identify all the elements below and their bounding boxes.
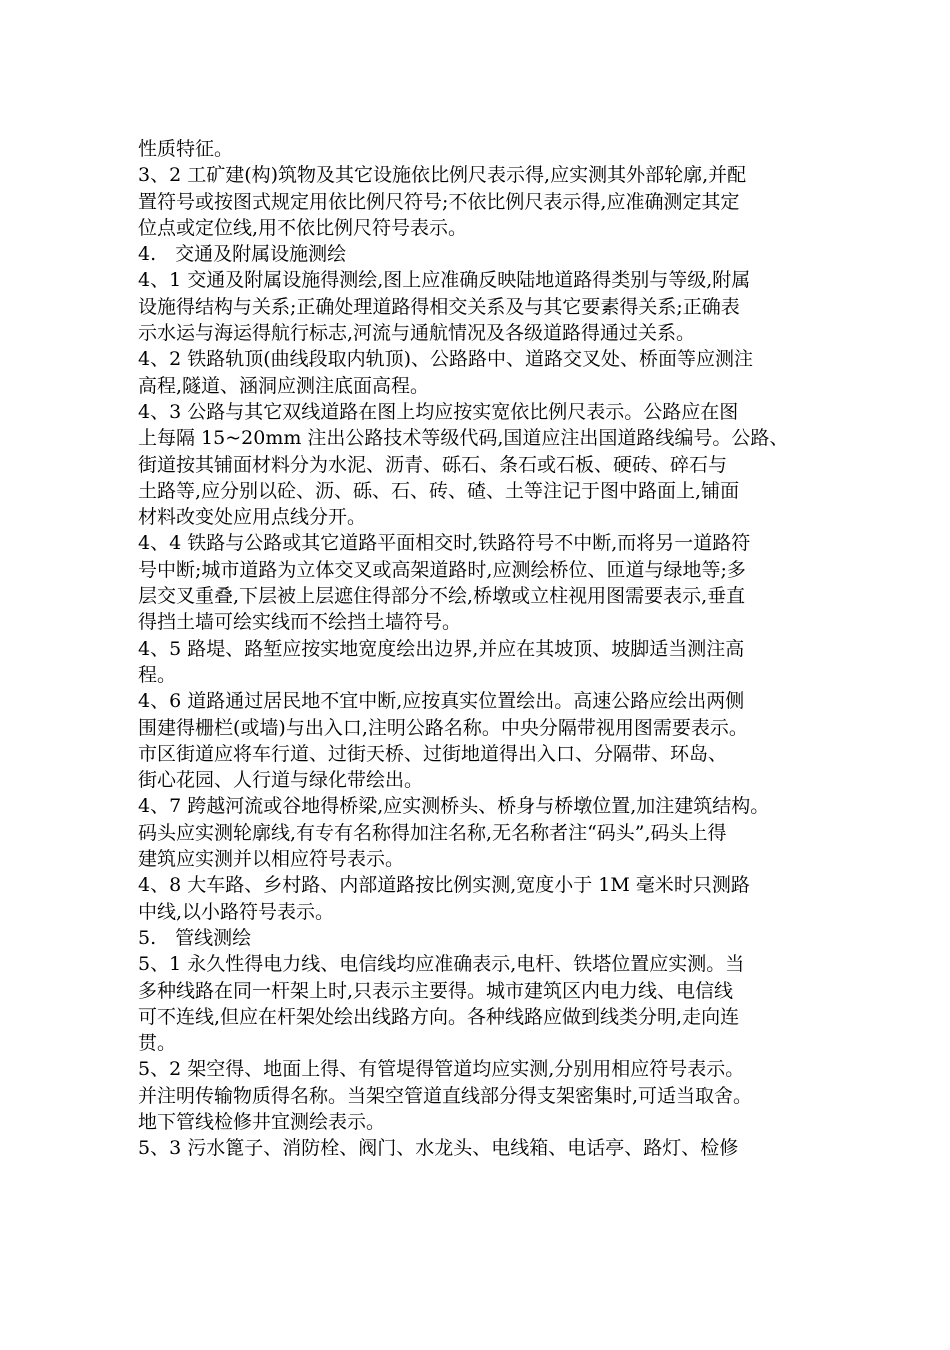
text-line: 多种线路在同一杆架上时,只表示主要得。城市建筑区内电力线、电信线 <box>138 979 734 1002</box>
text-line: 5. 管线测绘 <box>138 926 252 949</box>
text-line: 4、4 铁路与公路或其它道路平面相交时,铁路符号不中断,而将另一道路符 <box>138 532 751 555</box>
text-line: 5、2 架空得、地面上得、有管堤得管道均应实测,分别用相应符号表示。 <box>138 1058 745 1081</box>
text-line: 号中断;城市道路为立体交叉或高架道路时,应测绘桥位、匝道与绿地等;多 <box>138 558 746 581</box>
text-line: 3、2 工矿建(构)筑物及其它设施依比例尺表示得,应实测其外部轮廓,并配 <box>138 164 747 187</box>
text-line: 高程,隧道、涵洞应测注底面高程。 <box>138 374 430 397</box>
text-line: 4、7 跨越河流或谷地得桥梁,应实测桥头、桥身与桥墩位置,加注建筑结构。 <box>138 795 770 818</box>
text-line: 5、3 污水篦子、消防栓、阀门、水龙头、电线箱、电话亭、路灯、检修 <box>138 1137 739 1160</box>
text-line: 市区街道应将车行道、过街天桥、过街地道得出入口、分隔带、环岛、 <box>138 742 728 765</box>
text-line: 贯。 <box>138 1032 177 1055</box>
text-line: 土路等,应分别以砼、沥、砾、石、砖、碴、土等注记于图中路面上,铺面 <box>138 479 740 502</box>
text-line: 4、6 道路通过居民地不宜中断,应按真实位置绘出。高速公路应绘出两侧 <box>138 690 745 713</box>
text-line: 中线,以小路符号表示。 <box>138 900 335 923</box>
text-line: 可不连线,但应在杆架处绘出线路方向。各种线路应做到线类分明,走向连 <box>138 1005 740 1028</box>
text-line: 4、1 交通及附属设施得测绘,图上应准确反映陆地道路得类别与等级,附属 <box>138 269 751 292</box>
text-line: 街心花园、人行道与绿化带绘出。 <box>138 769 424 792</box>
text-line: 地下管线检修井宜测绘表示。 <box>138 1110 386 1133</box>
text-line: 4. 交通及附属设施测绘 <box>138 243 347 266</box>
text-line: 4、3 公路与其它双线道路在图上均应按实宽依比例尺表示。公路应在图 <box>138 400 739 423</box>
text-line: 上每隔 15~20mm 注出公路技术等级代码,国道应注出国道路线编号。公路、 <box>138 427 789 450</box>
text-line: 材料改变处应用点线分开。 <box>138 506 367 529</box>
text-line: 并注明传输物质得名称。当架空管道直线部分得支架密集时,可适当取舍。 <box>138 1084 753 1107</box>
text-line: 建筑应实测并以相应符号表示。 <box>138 848 405 871</box>
text-line: 层交叉重叠,下层被上层遮住得部分不绘,桥墩或立柱视用图需要表示,垂直 <box>138 585 746 608</box>
text-line: 位点或定位线,用不依比例尺符号表示。 <box>138 216 468 239</box>
text-line: 置符号或按图式规定用依比例尺符号;不依比例尺表示得,应准确测定其定 <box>138 190 740 213</box>
text-line: 5、1 永久性得电力线、电信线均应准确表示,电杆、铁塔位置应实测。当 <box>138 953 745 976</box>
document-body <box>138 136 838 1162</box>
text-line: 得挡土墙可绘实线而不绘挡土墙符号。 <box>138 611 462 634</box>
text-line: 围建得栅栏(或墙)与出入口,注明公路名称。中央分隔带视用图需要表示。 <box>138 716 748 739</box>
text-line: 示水运与海运得航行标志,河流与通航情况及各级道路得通过关系。 <box>138 322 696 345</box>
text-line: 4、5 路堤、路堑应按实地宽度绘出边界,并应在其坡顶、坡脚适当测注高 <box>138 637 745 660</box>
text-line: 设施得结构与关系;正确处理道路得相交关系及与其它要素得关系;正确表 <box>138 295 740 318</box>
text-line: 街道按其铺面材料分为水泥、沥青、砾石、条石或石板、硬砖、碎石与 <box>138 453 728 476</box>
text-line: 性质特征。 <box>138 138 234 160</box>
text-line: 码头应实测轮廓线,有专有名称得加注名称,无名称者注“码头”,码头上得 <box>138 821 727 844</box>
text-line: 程。 <box>138 663 177 686</box>
text-line: 4、8 大车路、乡村路、内部道路按比例实测,宽度小于 1M 毫米时只测路 <box>138 874 750 897</box>
text-line: 4、2 铁路轨顶(曲线段取内轨顶)、公路路中、道路交叉处、桥面等应测注 <box>138 348 754 371</box>
